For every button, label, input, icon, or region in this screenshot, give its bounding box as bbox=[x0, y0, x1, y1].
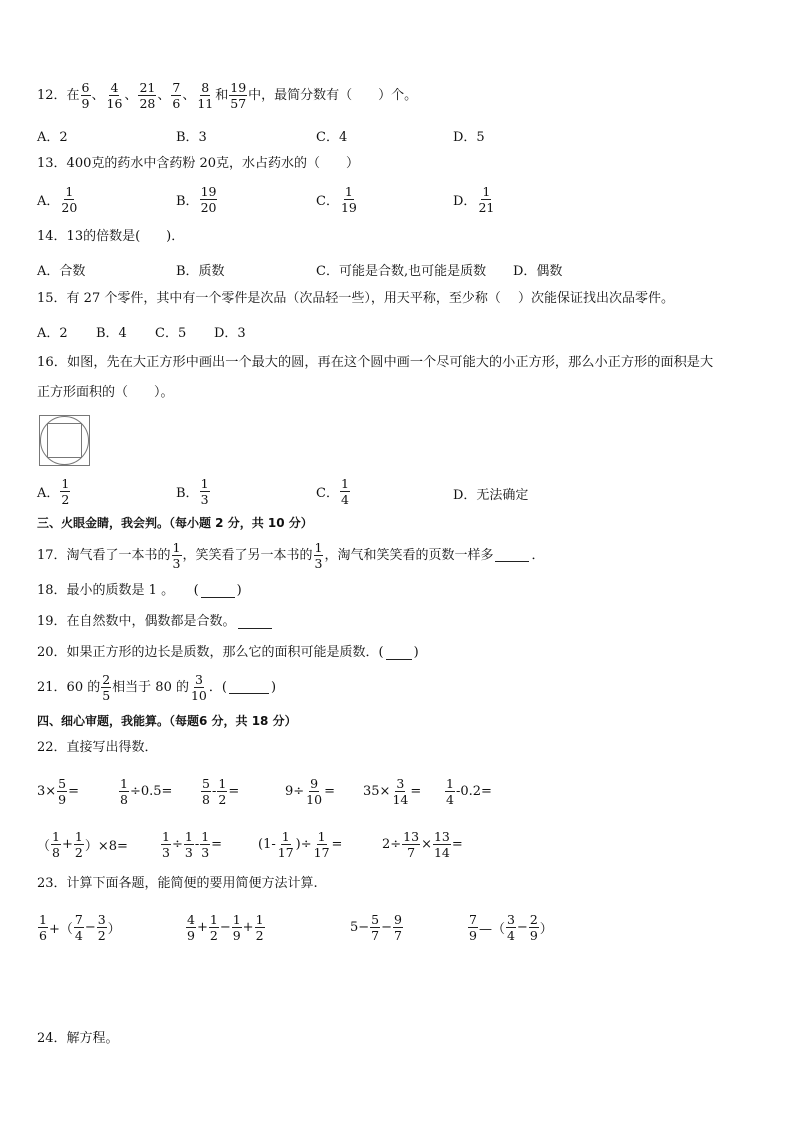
q22-expr-9: (1- 1 17 )÷ $\frac{1}{17}$ = bbox=[258, 829, 343, 860]
fraction: 1 19 bbox=[340, 184, 357, 215]
q16-option-d[interactable]: D．无法确定 bbox=[453, 488, 529, 503]
q12-option-d[interactable]: D．5 bbox=[453, 130, 485, 145]
q13-option-d[interactable]: D． 1 21 bbox=[453, 184, 495, 215]
section-3-heading: 三、火眼金睛，我会判。（每小题 2 分，共 10 分） bbox=[37, 516, 313, 530]
fraction: 8 11 bbox=[197, 80, 214, 111]
q13-stem: 13．400克的药水中含药粉 20克，水占药水的（ ） bbox=[37, 156, 360, 171]
fraction: 2 5 bbox=[102, 672, 111, 703]
fraction: 4 9 bbox=[187, 912, 195, 943]
q22-expr-7: （ 1 8 + $\frac{1}{2}$ ）×8= bbox=[37, 829, 128, 860]
q12-option-c[interactable]: C．4 bbox=[316, 130, 348, 145]
fraction: 7 6 bbox=[172, 80, 181, 111]
fraction: 1 8 bbox=[52, 829, 60, 860]
answer-blank[interactable] bbox=[201, 585, 235, 598]
fraction: $\frac{1}{2}$ bbox=[218, 776, 227, 807]
fraction: 1 6 bbox=[39, 912, 47, 943]
fraction: $\frac{3}{2}$ bbox=[97, 912, 106, 943]
q16-figure-square-circle bbox=[39, 415, 90, 466]
q16-option-c[interactable]: C． 1 4 bbox=[316, 476, 349, 507]
q22-expr-10: 2÷ $\frac{13}{7}$ × $\frac{13}{14}$ = bbox=[382, 829, 463, 860]
fraction: $\frac{1}{8}$ bbox=[120, 776, 128, 807]
fraction: 21 28 bbox=[139, 80, 156, 111]
fraction: 1 21 bbox=[478, 184, 495, 215]
q12-option-a[interactable]: A．2 bbox=[37, 130, 68, 145]
fraction: 1 3 bbox=[172, 540, 181, 571]
q18-stem: 18．最小的质数是 1 。 ( ) bbox=[37, 583, 242, 598]
q15-option-d[interactable]: D．3 bbox=[214, 326, 246, 341]
square-in-circle-diagram bbox=[40, 416, 89, 465]
q22-expr-8: $\frac{1}{3}$ ÷ $\frac{1}{3}$ - $\frac{1}{3}$ = bbox=[162, 829, 223, 860]
fraction: 7 4 bbox=[74, 912, 83, 943]
fraction: $\frac{1}{17}$ bbox=[313, 829, 330, 860]
fraction: 5 8 bbox=[202, 776, 210, 807]
fraction: 7 9 bbox=[469, 912, 477, 943]
q16-stem-line1: 16．如图，先在大正方形中画出一个最大的圆，再在这个圆中画一个尽可能大的小正方形，那么小正方形的面积是大 bbox=[37, 355, 714, 370]
fraction: 19 20 bbox=[200, 184, 217, 215]
q14-option-c[interactable]: C．可能是合数,也可能是质数 bbox=[316, 264, 487, 279]
fraction: $\frac{1}{2}$ bbox=[255, 912, 264, 943]
q15-option-b[interactable]: B．4 bbox=[96, 326, 127, 341]
fraction: 1 4 bbox=[446, 776, 454, 807]
q20-stem: 20．如果正方形的边长是质数，那么它的面积可能是质数．( ) bbox=[37, 645, 419, 660]
fraction: $\frac{13}{14}$ bbox=[433, 829, 450, 860]
q15-option-c[interactable]: C．5 bbox=[155, 326, 187, 341]
q22-expr-4: 9÷ $\frac{9}{10}$ = bbox=[285, 776, 335, 807]
fraction: 1 4 bbox=[340, 476, 349, 507]
q14-option-d[interactable]: D．偶数 bbox=[513, 264, 563, 279]
q14-stem: 14．13的倍数是( )． bbox=[37, 229, 185, 244]
answer-blank[interactable] bbox=[229, 681, 269, 694]
q12-option-b[interactable]: B．3 bbox=[176, 130, 207, 145]
fraction: 6 9 bbox=[81, 80, 90, 111]
q22-expr-2: $\frac{1}{8}$ ÷0.5= bbox=[120, 776, 173, 807]
fraction: $\frac{1}{2}$ bbox=[74, 829, 83, 860]
q13-option-a[interactable]: A． 1 20 bbox=[37, 184, 78, 215]
q23-expr-2: 4 9 + $\frac{1}{2}$ − $\frac{1}{9}$ + $\frac{1}{2}$ bbox=[187, 912, 264, 943]
fraction: 1 3 bbox=[200, 476, 209, 507]
fraction: $\frac{3}{14}$ bbox=[392, 776, 409, 807]
fraction: 1 3 bbox=[314, 540, 323, 571]
q23-expr-3: 5− $\frac{5}{7}$ − $\frac{9}{7}$ bbox=[350, 912, 402, 943]
answer-blank[interactable] bbox=[495, 549, 529, 562]
q14-option-b[interactable]: B．质数 bbox=[176, 264, 225, 279]
q17-stem: 17．淘气看了一本书的 1 3 ，笑笑看了另一本书的 1 3 ，淘气和笑笑看的页数一样多 ． bbox=[37, 540, 545, 571]
answer-blank[interactable] bbox=[238, 616, 272, 629]
fraction: $\frac{9}{7}$ bbox=[394, 912, 402, 943]
fraction: $\frac{1}{3}$ bbox=[184, 829, 193, 860]
q23-stem: 23．计算下面各题，能简便的要用简便方法计算. bbox=[37, 876, 318, 891]
answer-blank[interactable] bbox=[386, 647, 412, 660]
q19-stem: 19．在自然数中，偶数都是合数。 bbox=[37, 614, 274, 630]
q22-expr-1: 3× $\frac{5}{9}$ = bbox=[37, 776, 80, 807]
fraction: 1 17 bbox=[277, 829, 294, 860]
q22-stem: 22．直接写出得数． bbox=[37, 740, 158, 755]
fraction: 3 10 bbox=[190, 672, 207, 703]
q23-expr-4: 7 9 —（ 3 4 − $\frac{2}{9}$ ） bbox=[469, 912, 553, 943]
fraction: 4 16 bbox=[106, 80, 123, 111]
q15-stem: 15．有 27 个零件，其中有一个零件是次品（次品轻一些），用天平称，至少称（ ）次能保证找出次品零件。 bbox=[37, 291, 674, 306]
section-4-heading: 四、细心审题，我能算。（每题6 分，共 18 分） bbox=[37, 714, 297, 728]
fraction: $\frac{1}{3}$ bbox=[162, 829, 170, 860]
fraction: $\frac{1}{2}$ bbox=[209, 912, 218, 943]
q12-stem: 12．在 6 9 、 4 16 、 21 28 、 7 6 、 8 11 和 19 57 中，最简分数有（ ）个。 bbox=[37, 80, 418, 111]
fraction: $\frac{2}{9}$ bbox=[529, 912, 538, 943]
fraction: 1 2 bbox=[61, 476, 70, 507]
q23-expr-1: 1 6 +（ 7 4 − $\frac{3}{2}$ ） bbox=[39, 912, 121, 943]
fraction: 3 4 bbox=[506, 912, 515, 943]
q16-stem-line2: 正方形面积的（ ）。 bbox=[37, 385, 174, 400]
fraction: $\frac{9}{10}$ bbox=[306, 776, 323, 807]
q13-option-b[interactable]: B． 19 20 bbox=[176, 184, 217, 215]
q16-option-b[interactable]: B． 1 3 bbox=[176, 476, 209, 507]
q22-expr-5: 35× $\frac{3}{14}$ = bbox=[363, 776, 422, 807]
fraction: 1 20 bbox=[61, 184, 78, 215]
q21-stem: 21．60 的 2 5 相当于 80 的 3 10 ．( ) bbox=[37, 672, 277, 703]
fraction: $\frac{5}{7}$ bbox=[371, 912, 380, 943]
fraction: $\frac{13}{7}$ bbox=[403, 829, 420, 860]
fraction: $\frac{1}{9}$ bbox=[232, 912, 241, 943]
q22-expr-3: 5 8 - $\frac{1}{2}$ = bbox=[202, 776, 240, 807]
q16-option-a[interactable]: A． 1 2 bbox=[37, 476, 70, 507]
fraction: $\frac{5}{9}$ bbox=[58, 776, 67, 807]
q22-expr-6: 1 4 -0.2= bbox=[446, 776, 492, 807]
q13-option-c[interactable]: C． 1 19 bbox=[316, 184, 357, 215]
fraction: 19 57 bbox=[230, 80, 247, 111]
fraction: $\frac{1}{3}$ bbox=[201, 829, 210, 860]
q24-stem: 24．解方程。 bbox=[37, 1031, 119, 1046]
q14-option-a[interactable]: A．合数 bbox=[37, 264, 86, 279]
q15-option-a[interactable]: A．2 bbox=[37, 326, 68, 341]
